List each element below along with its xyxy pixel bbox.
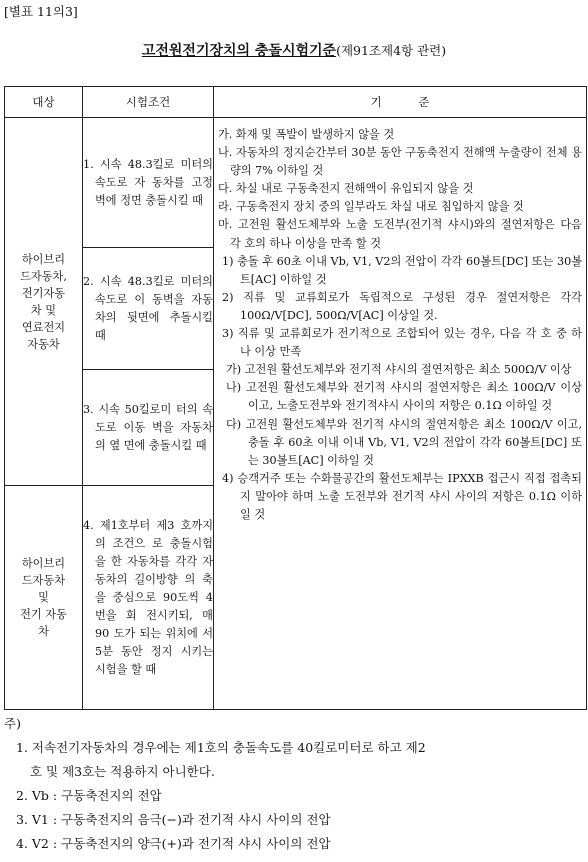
condition-cell-2: 2. 시속 48.3킬로 미터의 속도로 이 동벽을 자동차의 뒷면에 추돌시킬 때 (83, 248, 214, 370)
subject-cell-2: 하이브리 드자동차 및 전기 자동 차 (5, 486, 83, 710)
condition-cell-3: 3. 시속 50킬로미 터의 속도로 이동 벽을 자동차의 옆 면에 충돌시킬 때 (83, 370, 214, 486)
document-title (0, 40, 588, 60)
condition-cell-4: 4. 제1호부터 제3 호까지의 조건으 로 충돌시험을 한 자동차를 각각 자 동차의 길이방향 의 축을 중심으로 90도씩 4번을 회 전시키되, 매 90 도가 되는 위치에 서 5분 동안 정지 시키는 시험을 할 때 (83, 486, 214, 710)
notes-label: 주) (4, 716, 21, 731)
criteria-cell: 가. 화재 및 폭발이 발생하지 않을 것 나. 자동차의 정지순간부터 30분 동안 구동축전지 전해액 누출량이 전체 용량의 7% 이하일 것 다. 차실 내로 구동축전지 전해액이 유입되지 않을 것 라. 구동축전지 장치 중의 일부라도 차실 내로 침입하지 않을 것 마. 고전원 활선도체부와 노출 도전부(전기적 샤시)와의 절연저항은 다음 각 호의 하나 이상을 만족 할 것 1) 충돌 후 60초 이내 Vb, V1, V2의 전압이 각각 60볼트[DC] 또는 30볼트[AC] 이하일 것 2) 직류 및 교류회로가 독립적으로 구성된 경우 절연저항은 각각 100Ω/V[DC], 500Ω/V[AC] 이상일 것. 3) 직류 및 교류회로가 전기적으로 조합되어 있는 경우, 다음 각 호 중 하나 이상 만족 가) 고전원 활선도체부와 전기적 샤시의 절연저항은 최소 500Ω/V 이상 나) 고전원 활선도체부와 전기적 샤시의 절연저항은 최소 100Ω/V 이상이고, 노출도전부와 전기적샤시 사이의 저항은 0.1Ω 이하일 것 다) 고전원 활선도체부와 전기적 샤시의 절연저항은 최소 100Ω/V 이고, 충돌 후 60초 이내 이내 Vb, V1, V2의 전압이 각각 60볼트[DC] 또는 30볼트[AC] 이하일 것 4) 승객거주 또는 수화물공간의 활선도체부는 IPXXB 접근시 직접 접촉되지 말아야 하며 노출 도전부와 전기적 샤시 사이의 저항은 0.1Ω 이하일 것 (214, 118, 587, 710)
title-reference: (제91조제4항 관련) (336, 43, 447, 58)
note-item-1-continued: 호 및 제3호는 적용하지 아니한다. (30, 764, 215, 779)
table-row (5, 118, 587, 248)
notes-section (4, 712, 586, 856)
condition-cell-1: 1. 시속 48.3킬로 미터의 속도로 자 동차를 고정벽에 정면 충돌시킬 때 (83, 118, 214, 248)
subject-cell-1: 하이브리 드자동차, 전기자동 차 및 연료전지 자동차 (5, 118, 83, 486)
note-item-1: 1. 저속전기자동차의 경우에는 제1호의 충돌속도를 40킬로미터로 하고 제2 (16, 740, 426, 755)
header-subject: 대상 (5, 87, 83, 118)
standards-table (4, 86, 587, 710)
note-item-2: 2. Vb : 구동축전지의 전압 (16, 788, 162, 803)
note-item-3: 3. V1 : 구동축전지의 음극(−)과 전기적 샤시 사이의 전압 (16, 812, 331, 827)
attachment-label: [별표 11의3] (4, 4, 78, 19)
header-condition: 시험조건 (83, 87, 214, 118)
table-header-row (5, 87, 587, 118)
header-criteria: 기 준 (214, 87, 587, 118)
note-item-4: 4. V2 : 구동축전지의 양극(+)과 전기적 샤시 사이의 전압 (16, 836, 331, 851)
title-main: 고전원전기장치의 충돌시험기준 (141, 43, 337, 59)
